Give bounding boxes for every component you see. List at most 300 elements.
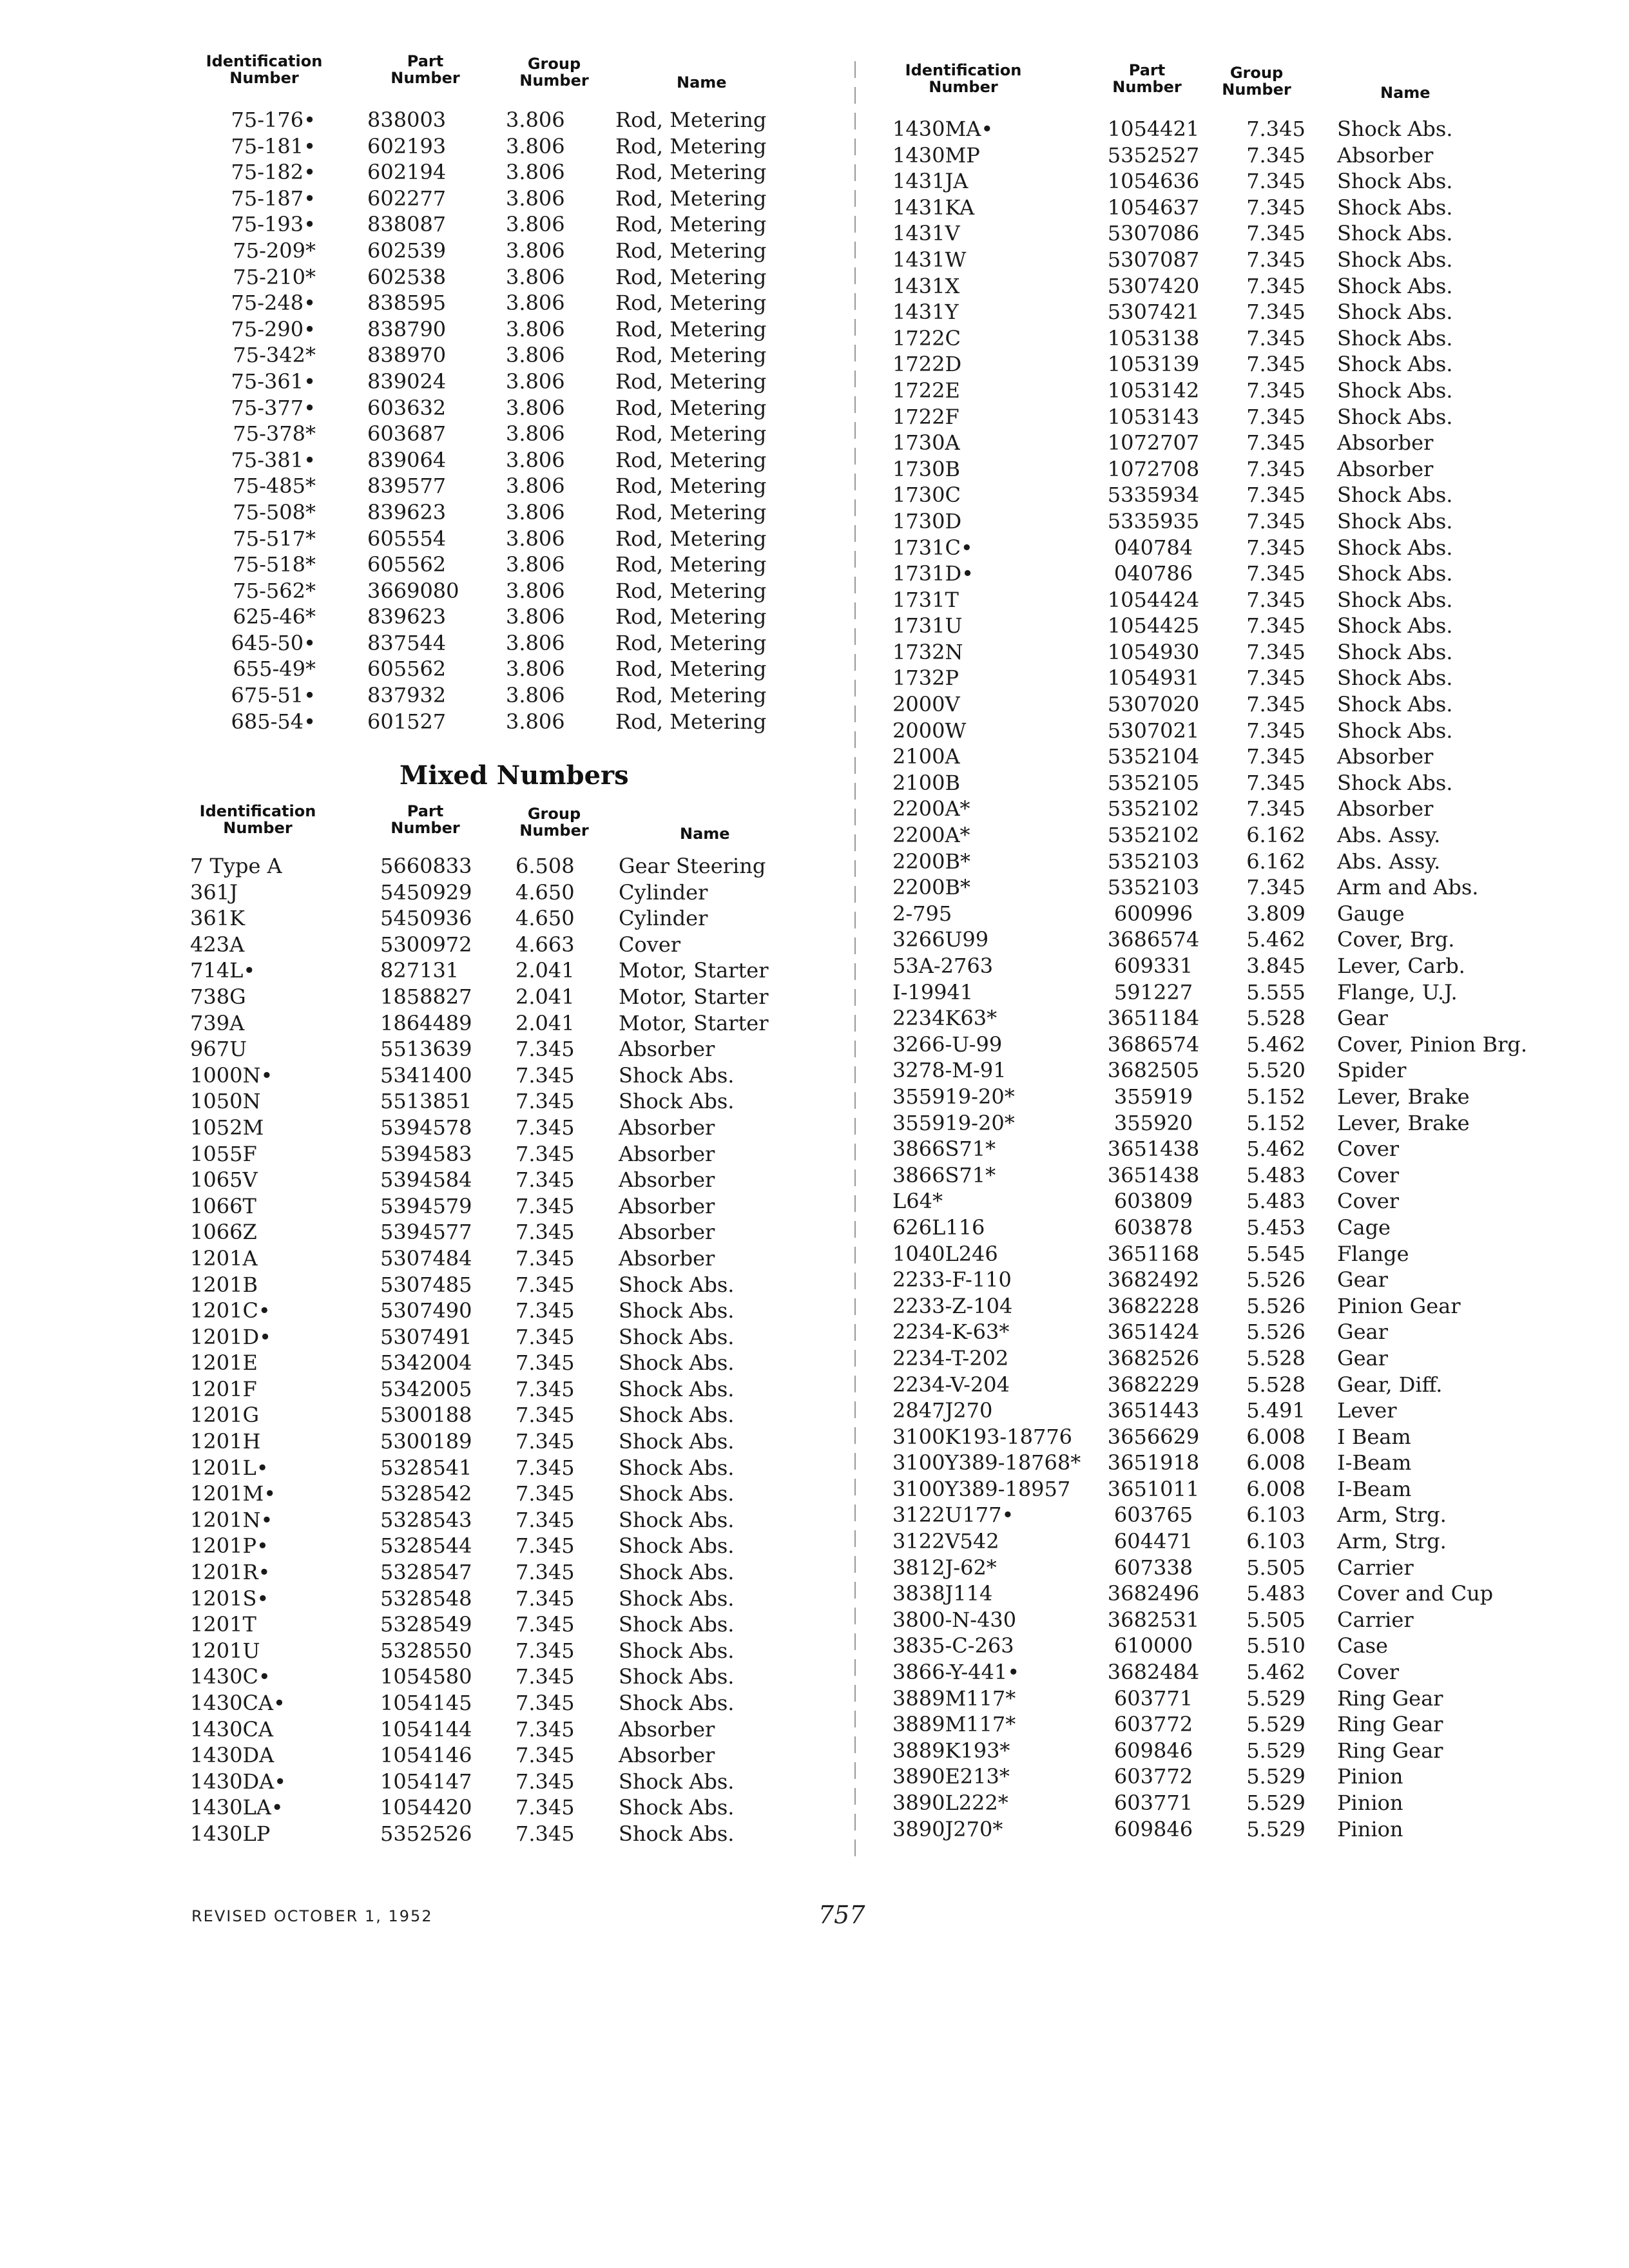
group-number-cell: 5.505 xyxy=(1246,1607,1306,1632)
table-row xyxy=(892,430,1601,456)
identification-number-cell: 3100K193-18776 xyxy=(892,1424,1073,1449)
name-cell: Rod, Metering xyxy=(615,578,767,603)
name-cell: Cover and Cup xyxy=(1337,1581,1494,1606)
table-row xyxy=(892,770,1601,796)
identification-number-cell: 1431JA xyxy=(892,169,969,194)
name-cell: Rod, Metering xyxy=(615,552,767,577)
identification-number-cell: 1201A xyxy=(190,1245,258,1271)
name-cell: Shock Abs. xyxy=(1337,692,1453,717)
table-row xyxy=(190,1062,847,1089)
identification-number-cell: 3866S71* xyxy=(892,1162,996,1187)
part-number-cell: 602539 xyxy=(367,238,447,263)
part-number-cell: 5328542 xyxy=(380,1481,472,1506)
identification-number-cell: 2100A xyxy=(892,744,960,769)
group-number-cell: 3.806 xyxy=(506,108,565,132)
mixed-header-identification-number: Identification Number xyxy=(199,802,316,837)
part-number-cell: 5450929 xyxy=(380,879,472,905)
table-row xyxy=(892,953,1601,979)
identification-number-cell: 2234K63* xyxy=(892,1006,998,1031)
name-cell: I Beam xyxy=(1337,1424,1411,1449)
table-row xyxy=(193,369,838,395)
part-number-cell: 5307420 xyxy=(1107,273,1200,298)
group-number-cell: 7.345 xyxy=(1246,142,1306,168)
name-cell: Shock Abs. xyxy=(1337,169,1453,194)
group-number-cell: 5.462 xyxy=(1246,927,1306,952)
table-row xyxy=(892,195,1601,221)
part-number-cell: 605554 xyxy=(367,526,447,551)
group-number-cell: 3.809 xyxy=(1246,901,1306,926)
name-cell: Arm, Strg. xyxy=(1337,1529,1447,1554)
table-row xyxy=(892,744,1601,770)
identification-number-cell: 75-210* xyxy=(233,264,316,289)
table-row xyxy=(190,1115,847,1141)
table-row xyxy=(892,325,1601,352)
table-row xyxy=(892,1476,1601,1503)
name-cell: Cylinder xyxy=(619,879,708,905)
name-cell: Abs. Assy. xyxy=(1337,849,1441,874)
group-number-cell: 5.528 xyxy=(1246,1372,1306,1397)
identification-number-cell: 3122V542 xyxy=(892,1529,999,1554)
name-cell: Cover, Brg. xyxy=(1337,927,1455,952)
group-number-cell: 3.806 xyxy=(506,395,565,420)
part-number-cell: 5660833 xyxy=(380,854,472,878)
part-number-cell: 5300972 xyxy=(380,932,472,957)
group-number-cell: 4.663 xyxy=(516,932,575,957)
identification-number-cell: 2-795 xyxy=(892,901,952,926)
part-number-cell: 5394577 xyxy=(380,1220,472,1245)
right-header-identification-number: Identification Number xyxy=(905,61,1022,96)
part-number-cell: 1072707 xyxy=(1107,430,1200,456)
part-number-cell: 603687 xyxy=(367,421,447,447)
name-cell: Gear xyxy=(1337,1320,1388,1345)
part-number-cell: 5328549 xyxy=(380,1612,472,1637)
table-row xyxy=(892,508,1601,535)
part-number-cell: 3682526 xyxy=(1107,1345,1200,1370)
table-row xyxy=(190,1219,847,1245)
part-number-cell: 5394578 xyxy=(380,1115,472,1140)
group-number-cell: 5.526 xyxy=(1246,1293,1306,1318)
table-row xyxy=(193,709,838,735)
table-row xyxy=(892,1424,1601,1450)
table-row xyxy=(892,1057,1601,1084)
table-row xyxy=(892,718,1601,744)
group-number-cell: 7.345 xyxy=(516,1481,575,1506)
identification-number-cell: 7 Type A xyxy=(190,854,282,878)
name-cell: Rod, Metering xyxy=(615,212,767,237)
part-number-cell: 5300189 xyxy=(380,1429,472,1454)
header-part-number: Part Number xyxy=(390,52,460,87)
identification-number-cell: 1722E xyxy=(892,378,960,403)
section-title-mixed-numbers: Mixed Numbers xyxy=(400,760,629,791)
table-row xyxy=(193,578,838,604)
group-number-cell: 7.345 xyxy=(516,1795,575,1820)
group-number-cell: 4.650 xyxy=(516,879,575,905)
part-number-cell: 609846 xyxy=(1113,1738,1193,1763)
name-cell: Rod, Metering xyxy=(615,395,767,420)
identification-number-cell: 3866S71* xyxy=(892,1137,996,1162)
identification-number-cell: 75-181• xyxy=(231,133,316,159)
identification-number-cell: 3889K193* xyxy=(892,1738,1010,1763)
table-row xyxy=(892,1241,1601,1267)
group-number-cell: 6.103 xyxy=(1246,1503,1306,1528)
identification-number-cell: 1732N xyxy=(892,639,963,664)
name-cell: Shock Abs. xyxy=(619,1455,735,1480)
name-cell: Absorber xyxy=(1337,142,1434,168)
group-number-cell: 7.345 xyxy=(516,1560,575,1585)
table-row xyxy=(190,1638,847,1664)
table-row xyxy=(190,1690,847,1716)
identification-number-cell: 1731D• xyxy=(892,561,974,586)
part-number-cell: 5307087 xyxy=(1107,247,1200,272)
group-number-cell: 5.528 xyxy=(1246,1345,1306,1370)
part-number-cell: 5328548 xyxy=(380,1586,472,1611)
name-cell: Gear xyxy=(1337,1267,1388,1293)
identification-number-cell: 3266U99 xyxy=(892,927,989,952)
table-row xyxy=(193,211,838,238)
part-number-cell: 1054580 xyxy=(380,1664,472,1689)
identification-number-cell: 2234-T-202 xyxy=(892,1345,1009,1370)
table-row xyxy=(190,1141,847,1168)
group-number-cell: 7.345 xyxy=(1246,273,1306,298)
name-cell: Rod, Metering xyxy=(615,447,767,472)
identification-number-cell: 361J xyxy=(190,879,238,905)
group-number-cell: 7.345 xyxy=(516,1062,575,1088)
table-row xyxy=(190,1455,847,1481)
table-row xyxy=(190,1611,847,1638)
group-number-cell: 3.806 xyxy=(506,160,565,185)
part-number-cell: 1054931 xyxy=(1107,666,1200,691)
group-number-cell: 7.345 xyxy=(1246,352,1306,377)
table-row xyxy=(892,1032,1601,1058)
table-row xyxy=(190,1586,847,1612)
identification-number-cell: 3866-Y-441• xyxy=(892,1660,1020,1685)
group-number-cell: 7.345 xyxy=(516,1141,575,1166)
group-number-cell: 7.345 xyxy=(1246,483,1306,508)
table-row xyxy=(193,316,838,343)
name-cell: Rod, Metering xyxy=(615,683,767,708)
table-row xyxy=(892,1528,1601,1555)
part-number-cell: 610000 xyxy=(1113,1633,1193,1658)
name-cell: Rod, Metering xyxy=(615,709,767,734)
name-cell: Gear xyxy=(1337,1345,1388,1370)
table-row xyxy=(892,1267,1601,1293)
name-cell: Absorber xyxy=(1337,796,1434,822)
group-number-cell: 3.806 xyxy=(506,604,565,629)
group-number-cell: 3.806 xyxy=(506,343,565,368)
mixed-parts-table xyxy=(190,853,847,1847)
identification-number-cell: 1066T xyxy=(190,1193,256,1218)
name-cell: Absorber xyxy=(619,1193,715,1218)
name-cell: Rod, Metering xyxy=(615,186,767,211)
part-number-cell: 5342004 xyxy=(380,1350,472,1376)
table-row xyxy=(193,238,838,264)
identification-number-cell: 1722F xyxy=(892,404,959,429)
identification-number-cell: 2000V xyxy=(892,692,960,717)
page-number: 757 xyxy=(818,1901,865,1929)
part-number-cell: 839623 xyxy=(367,604,447,629)
identification-number-cell: 626L116 xyxy=(892,1215,985,1240)
identification-number-cell: 1201T xyxy=(190,1612,256,1637)
part-number-cell: 355920 xyxy=(1113,1110,1193,1135)
table-row xyxy=(892,1372,1601,1398)
part-number-cell: 605562 xyxy=(367,552,447,577)
group-number-cell: 5.462 xyxy=(1246,1137,1306,1162)
part-number-cell: 602194 xyxy=(367,160,447,185)
group-number-cell: 5.510 xyxy=(1246,1633,1306,1658)
identification-number-cell: 3890E213* xyxy=(892,1764,1010,1789)
name-cell: Cover, Pinion Brg. xyxy=(1337,1032,1528,1057)
identification-number-cell: 3100Y389-18768* xyxy=(892,1450,1081,1475)
table-row xyxy=(892,561,1601,587)
name-cell: Shock Abs. xyxy=(619,1481,735,1506)
table-row xyxy=(190,1193,847,1220)
name-cell: Motor, Starter xyxy=(619,1010,769,1035)
group-number-cell: 5.529 xyxy=(1246,1816,1306,1841)
part-number-cell: 603772 xyxy=(1113,1764,1193,1789)
part-number-cell: 838790 xyxy=(367,316,447,341)
name-cell: Absorber xyxy=(619,1168,715,1193)
name-cell: Shock Abs. xyxy=(1337,639,1453,664)
table-row xyxy=(892,351,1601,378)
part-number-cell: 837544 xyxy=(367,630,447,655)
group-number-cell: 3.806 xyxy=(506,526,565,551)
part-number-cell: 1054425 xyxy=(1107,613,1200,639)
identification-number-cell: 75-290• xyxy=(231,316,316,341)
name-cell: Shock Abs. xyxy=(619,1691,735,1715)
table-row xyxy=(892,1293,1601,1320)
part-number-cell: 5307020 xyxy=(1107,692,1200,717)
part-number-cell: 1054145 xyxy=(380,1691,472,1715)
part-number-cell: 609331 xyxy=(1113,954,1193,978)
group-number-cell: 7.345 xyxy=(1246,744,1306,769)
part-number-cell: 1054146 xyxy=(380,1743,472,1768)
identification-number-cell: 1430C• xyxy=(190,1664,271,1689)
group-number-cell: 5.462 xyxy=(1246,1032,1306,1057)
table-row xyxy=(190,1716,847,1743)
identification-number-cell: 3838J114 xyxy=(892,1581,993,1606)
identification-number-cell: 1731T xyxy=(892,587,959,612)
name-cell: Shock Abs. xyxy=(1337,352,1453,377)
part-number-cell: 3686574 xyxy=(1107,927,1200,952)
part-number-cell: 5307484 xyxy=(380,1245,472,1271)
group-number-cell: 5.526 xyxy=(1246,1320,1306,1345)
part-number-cell: 1053139 xyxy=(1107,352,1200,377)
table-row xyxy=(892,1711,1601,1738)
table-row xyxy=(892,299,1601,325)
identification-number-cell: 2000W xyxy=(892,718,967,743)
identification-number-cell: 1431Y xyxy=(892,300,959,325)
group-number-cell: 7.345 xyxy=(1246,247,1306,272)
group-number-cell: 5.555 xyxy=(1246,979,1306,1004)
name-cell: Shock Abs. xyxy=(619,1560,735,1585)
part-number-cell: 5352527 xyxy=(1107,142,1200,168)
part-number-cell: 1054636 xyxy=(1107,169,1200,194)
part-number-cell: 5352104 xyxy=(1107,744,1200,769)
group-number-cell: 7.345 xyxy=(1246,378,1306,403)
name-cell: Shock Abs. xyxy=(619,1298,735,1323)
table-row xyxy=(892,1398,1601,1424)
group-number-cell: 6.008 xyxy=(1246,1424,1306,1449)
identification-number-cell: 75-209* xyxy=(233,238,316,263)
table-row xyxy=(190,1821,847,1847)
part-number-cell: 5352102 xyxy=(1107,823,1200,848)
part-number-cell: 5352103 xyxy=(1107,875,1200,900)
group-number-cell: 5.505 xyxy=(1246,1555,1306,1580)
identification-number-cell: 1065V xyxy=(190,1168,258,1193)
part-number-cell: 5307491 xyxy=(380,1324,472,1349)
part-number-cell: 839577 xyxy=(367,474,447,499)
table-row xyxy=(190,957,847,984)
group-number-cell: 3.806 xyxy=(506,499,565,524)
group-number-cell: 7.345 xyxy=(1246,508,1306,533)
top-parts-table xyxy=(193,107,838,735)
group-number-cell: 7.345 xyxy=(516,1089,575,1114)
table-row xyxy=(892,874,1601,901)
group-number-cell: 6.008 xyxy=(1246,1450,1306,1475)
name-cell: Shock Abs. xyxy=(619,1403,735,1428)
table-row xyxy=(193,526,838,552)
part-number-cell: 602193 xyxy=(367,133,447,159)
group-number-cell: 7.345 xyxy=(516,1743,575,1768)
identification-number-cell: 75-378* xyxy=(233,421,316,447)
identification-number-cell: 75-187• xyxy=(231,186,316,211)
identification-number-cell: 75-562* xyxy=(233,578,316,603)
name-cell: Rod, Metering xyxy=(615,421,767,447)
group-number-cell: 5.483 xyxy=(1246,1581,1306,1606)
group-number-cell: 3.806 xyxy=(506,316,565,341)
group-number-cell: 3.845 xyxy=(1246,954,1306,978)
table-row xyxy=(892,1633,1601,1659)
identification-number-cell: 3122U177• xyxy=(892,1503,1014,1528)
part-number-cell: 5352526 xyxy=(380,1821,472,1846)
identification-number-cell: 1201B xyxy=(190,1272,258,1297)
part-number-cell: 827131 xyxy=(380,958,459,983)
table-row xyxy=(193,159,838,186)
identification-number-cell: 3100Y389-18957 xyxy=(892,1476,1071,1501)
group-number-cell: 7.345 xyxy=(516,1245,575,1271)
group-number-cell: 7.345 xyxy=(516,1376,575,1401)
table-row xyxy=(193,264,838,291)
table-row xyxy=(190,1769,847,1795)
part-number-cell: 3682496 xyxy=(1107,1581,1200,1606)
identification-number-cell: 355919-20* xyxy=(892,1084,1015,1109)
part-number-cell: 3686574 xyxy=(1107,1032,1200,1057)
name-cell: Cover xyxy=(1337,1137,1400,1162)
identification-number-cell: 75-248• xyxy=(231,291,316,316)
group-number-cell: 7.345 xyxy=(1246,770,1306,795)
part-number-cell: 3669080 xyxy=(367,578,459,603)
table-row xyxy=(892,1450,1601,1476)
mixed-header-part-number: Part Number xyxy=(390,802,460,837)
table-row xyxy=(892,1319,1601,1345)
part-number-cell: 3682492 xyxy=(1107,1267,1200,1293)
identification-number-cell: 75-377• xyxy=(231,395,316,420)
group-number-cell: 7.345 xyxy=(516,1612,575,1637)
table-row xyxy=(892,482,1601,508)
name-cell: Absorber xyxy=(619,1716,715,1742)
table-row xyxy=(892,1084,1601,1110)
part-number-cell: 3651443 xyxy=(1107,1398,1200,1423)
table-row xyxy=(190,1664,847,1690)
part-number-cell: 605562 xyxy=(367,657,447,682)
part-number-cell: 5513851 xyxy=(380,1089,472,1114)
right-header-part-number: Part Number xyxy=(1112,61,1182,96)
identification-number-cell: 1201H xyxy=(190,1429,261,1454)
identification-number-cell: 1431W xyxy=(892,247,967,272)
group-number-cell: 5.453 xyxy=(1246,1215,1306,1240)
group-number-cell: 7.345 xyxy=(516,1533,575,1559)
identification-number-cell: 1730B xyxy=(892,456,960,481)
group-number-cell: 6.508 xyxy=(516,854,575,878)
identification-number-cell: 1201C• xyxy=(190,1298,271,1323)
table-row xyxy=(892,1345,1601,1372)
identification-number-cell: 3812J-62* xyxy=(892,1555,997,1580)
name-cell: Flange xyxy=(1337,1241,1409,1266)
table-row xyxy=(190,1402,847,1428)
part-number-cell: 5328550 xyxy=(380,1638,472,1663)
name-cell: Absorber xyxy=(619,1220,715,1245)
group-number-cell: 5.529 xyxy=(1246,1764,1306,1789)
name-cell: Shock Abs. xyxy=(619,1821,735,1846)
table-row xyxy=(190,879,847,906)
table-row xyxy=(190,1742,847,1769)
identification-number-cell: 75-193• xyxy=(231,212,316,237)
name-cell: Shock Abs. xyxy=(1337,666,1453,691)
part-number-cell: 1054420 xyxy=(380,1795,472,1820)
group-number-cell: 3.806 xyxy=(506,552,565,577)
name-cell: Absorber xyxy=(619,1743,715,1768)
part-number-cell: 5307086 xyxy=(1107,221,1200,246)
identification-number-cell: 75-182• xyxy=(231,160,316,185)
part-number-cell: 5300188 xyxy=(380,1403,472,1428)
table-row xyxy=(190,1481,847,1507)
name-cell: Shock Abs. xyxy=(1337,300,1453,325)
group-number-cell: 5.529 xyxy=(1246,1738,1306,1763)
name-cell: Abs. Assy. xyxy=(1337,823,1441,848)
group-number-cell: 5.529 xyxy=(1246,1712,1306,1737)
identification-number-cell: 423A xyxy=(190,932,245,957)
name-cell: Absorber xyxy=(619,1037,715,1062)
group-number-cell: 5.483 xyxy=(1246,1189,1306,1214)
group-number-cell: 7.345 xyxy=(516,1168,575,1193)
part-number-cell: 3651918 xyxy=(1107,1450,1200,1475)
name-cell: Carrier xyxy=(1337,1555,1414,1580)
part-number-cell: 1072708 xyxy=(1107,456,1200,481)
table-row xyxy=(892,535,1601,561)
table-row xyxy=(892,927,1601,953)
table-row xyxy=(892,1686,1601,1712)
part-number-cell: 602538 xyxy=(367,264,447,289)
header-name: Name xyxy=(677,73,727,91)
name-cell: Rod, Metering xyxy=(615,133,767,159)
identification-number-cell: 1431KA xyxy=(892,195,975,220)
name-cell: Rod, Metering xyxy=(615,657,767,682)
identification-number-cell: 1201E xyxy=(190,1350,258,1376)
name-cell: Shock Abs. xyxy=(619,1612,735,1637)
name-cell: Cage xyxy=(1337,1215,1391,1240)
part-number-cell: 5352103 xyxy=(1107,849,1200,874)
group-number-cell: 7.345 xyxy=(516,1507,575,1532)
identification-number-cell: 3890J270* xyxy=(892,1816,1003,1841)
table-row xyxy=(892,404,1601,430)
name-cell: Pinion xyxy=(1337,1816,1403,1841)
table-row xyxy=(892,378,1601,404)
group-number-cell: 7.345 xyxy=(516,1403,575,1428)
group-number-cell: 5.528 xyxy=(1246,1006,1306,1031)
part-number-cell: 601527 xyxy=(367,709,447,734)
part-number-cell: 1858827 xyxy=(380,984,472,1009)
group-number-cell: 7.345 xyxy=(1246,692,1306,717)
